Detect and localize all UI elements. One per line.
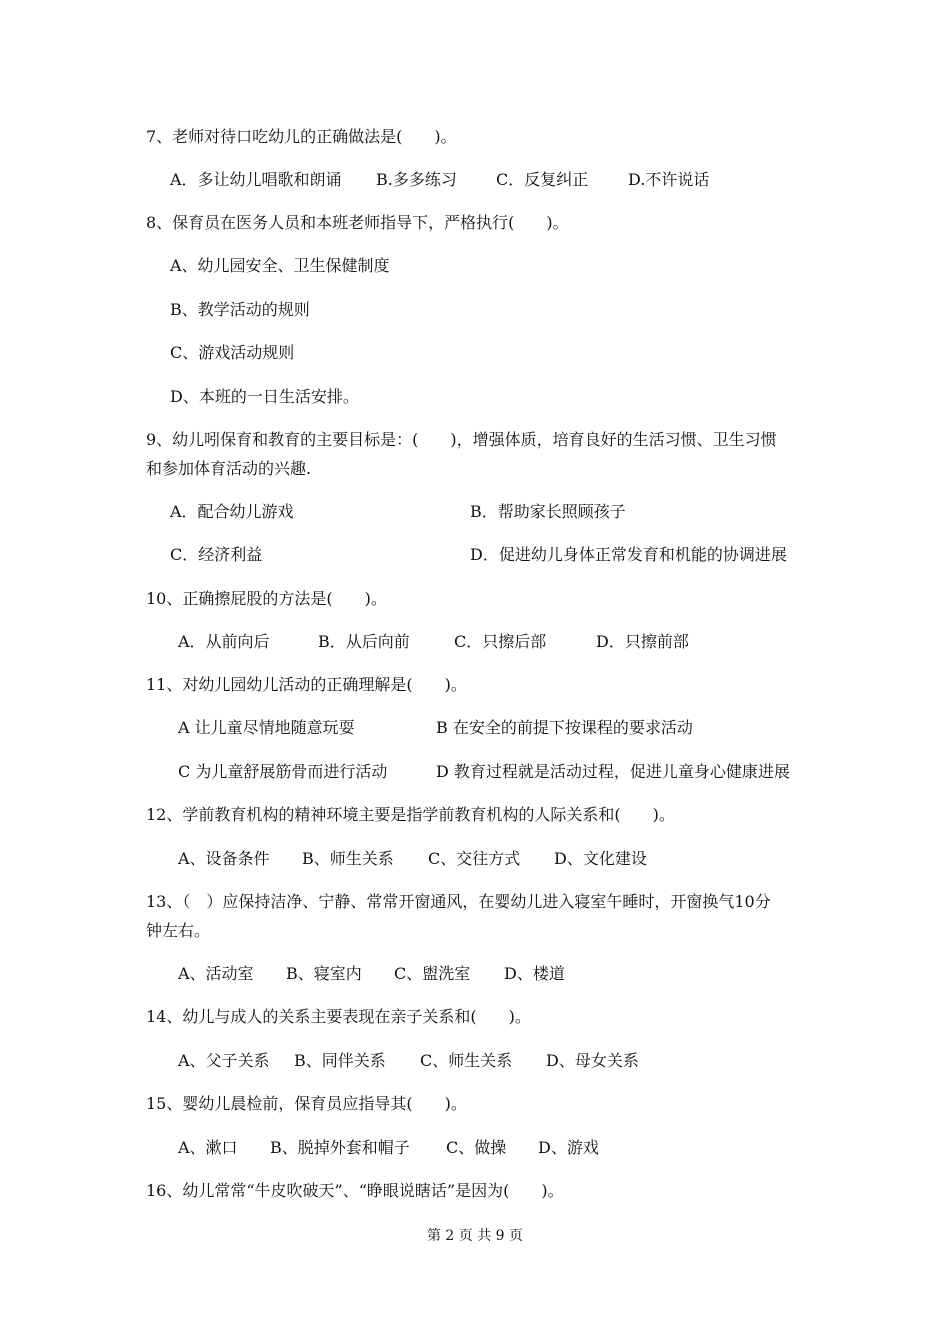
question-12-option-a: A、设备条件 <box>178 849 270 868</box>
question-8-option-a: A、幼儿园安全、卫生保健制度 <box>170 256 390 275</box>
question-16-stem: 16、幼儿常常“牛皮吹破天”、“睁眼说瞎话”是因为( )。 <box>146 1181 564 1200</box>
question-8-option-b: B、教学活动的规则 <box>170 300 310 319</box>
question-7-option-d: D.不许说话 <box>628 170 710 189</box>
question-13-option-c: C、盥洗室 <box>394 964 471 983</box>
question-7-option-a: A．多让幼儿唱歌和朗诵 <box>170 170 342 189</box>
question-10-stem: 10、正确擦屁股的方法是( )。 <box>146 589 387 608</box>
question-15-stem: 15、婴幼儿晨检前，保育员应指导其( )。 <box>146 1094 467 1113</box>
question-9-stem-line1: 9、幼儿吲保育和教育的主要目标是：( )，增强体质，培育良好的生活习惯、卫生习惯 <box>146 430 777 449</box>
question-12-option-b: B、师生关系 <box>302 849 394 868</box>
question-11-stem: 11、对幼儿园幼儿活动的正确理解是( )。 <box>146 675 467 694</box>
question-8-stem: 8、保育员在医务人员和本班老师指导下，严格执行( )。 <box>146 213 569 232</box>
question-8-option-d: D、本班的一日生活安排。 <box>170 387 359 406</box>
question-9-option-b: B．帮助家长照顾孩子 <box>470 502 626 521</box>
question-8-option-c: C、游戏活动规则 <box>170 343 295 362</box>
question-15-option-b: B、脱掉外套和帽子 <box>270 1138 410 1157</box>
question-14-stem: 14、幼儿与成人的关系主要表现在亲子关系和( )。 <box>146 1007 531 1026</box>
question-7-stem: 7、老师对待口吃幼儿的正确做法是( )。 <box>146 127 457 146</box>
question-7-option-c: C．反复纠正 <box>496 170 589 189</box>
question-13-stem-line1: 13、（ ）应保持洁净、宁静、常常开窗通风，在婴幼儿进入寝室午睡时，开窗换气10分 <box>146 892 771 911</box>
question-13-option-d: D、楼道 <box>504 964 565 983</box>
question-13-stem-line2: 钟左右。 <box>146 921 211 940</box>
question-10-option-d: D．只擦前部 <box>596 632 689 651</box>
question-9-option-a: A．配合幼儿游戏 <box>170 502 294 521</box>
question-7-option-b: B.多多练习 <box>376 170 457 189</box>
question-15-option-d: D、游戏 <box>538 1138 599 1157</box>
question-15-option-a: A、漱口 <box>178 1138 238 1157</box>
question-11-option-d: D 教育过程就是活动过程，促进儿童身心健康进展 <box>436 762 790 781</box>
question-14-option-d: D、母女关系 <box>546 1051 639 1070</box>
question-12-option-d: D、文化建设 <box>554 849 647 868</box>
question-12-option-c: C、交往方式 <box>428 849 521 868</box>
question-10-option-a: A．从前向后 <box>178 632 270 651</box>
question-12-stem: 12、学前教育机构的精神环境主要是指学前教育机构的人际关系和( )。 <box>146 805 675 824</box>
question-13-option-a: A、活动室 <box>178 964 254 983</box>
question-11-option-a: A 让儿童尽情地随意玩耍 <box>178 718 355 737</box>
question-11-option-b: B 在安全的前提下按课程的要求活动 <box>436 718 693 737</box>
question-9-option-c: C．经济利益 <box>170 545 263 564</box>
question-10-option-b: B．从后向前 <box>318 632 410 651</box>
question-11-option-c: C 为儿童舒展筋骨而进行活动 <box>178 762 388 781</box>
question-14-option-b: B、同伴关系 <box>294 1051 386 1070</box>
question-14-option-a: A、父子关系 <box>178 1051 270 1070</box>
question-15-option-c: C、做操 <box>446 1138 507 1157</box>
question-9-option-d: D．促进幼儿身体正常发育和机能的协调进展 <box>470 545 787 564</box>
page-number: 第 2 页 共 9 页 <box>426 1228 524 1244</box>
question-10-option-c: C．只擦后部 <box>454 632 547 651</box>
question-9-stem-line2: 和参加体育活动的兴趣. <box>146 459 312 478</box>
question-13-option-b: B、寝室内 <box>286 964 362 983</box>
question-14-option-c: C、师生关系 <box>420 1051 513 1070</box>
